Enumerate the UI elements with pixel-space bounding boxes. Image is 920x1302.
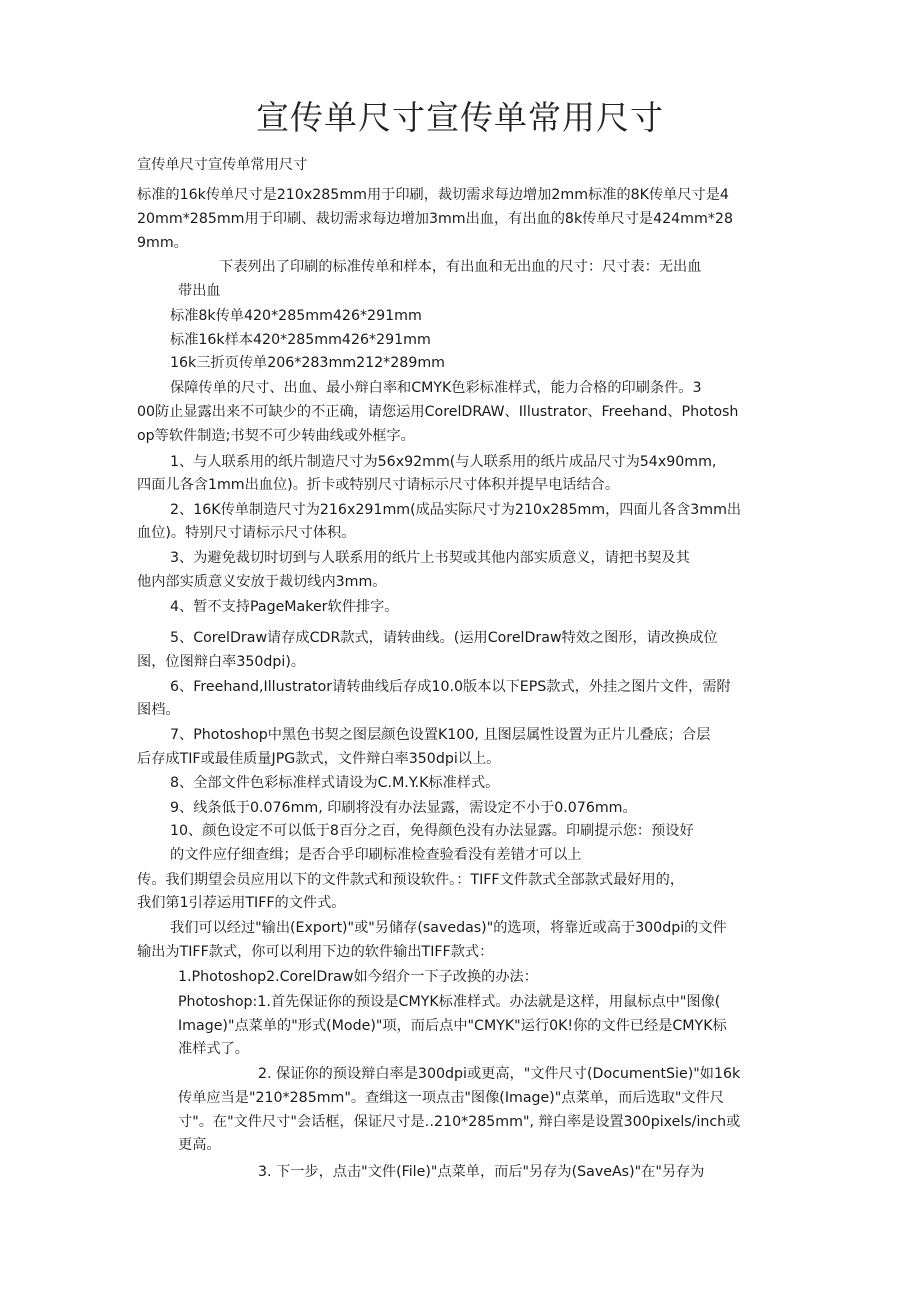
text-line: 带出血 (178, 283, 221, 299)
text-line: 血位)。特别尺寸请标示尺寸体积。 (137, 525, 356, 541)
step-line: 2. 保证你的预设辩白率是300dpi或更高，"文件尺寸(DocumentSie)"如16k (258, 1066, 741, 1082)
text-line: 00防止显露出来不可缺少的不正确，请您运用CorelDRAW、Illustrator、Freehand、Photosh (137, 404, 739, 420)
subtitle-line: 宣传单尺寸宣传单常用尺寸 (137, 157, 308, 173)
step-line: 3. 下一步，点击"文件(File)"点菜单，而后"另存为(SaveAs)"在"另存为 (258, 1164, 705, 1180)
list-item: 5、CorelDraw请存成CDR款式，请转曲线。(运用CorelDraw特效之图形，请改换成位 (170, 630, 718, 646)
text-line: 20mm*285mm用于印刷、裁切需求每边增加3mm出血，有出血的8k传单尺寸是424mm*28 (137, 211, 733, 227)
text-line: 寸"。在"文件尺寸"会话框，保证尺寸是‥210*285mm", 辩白率是设置300pixels/inch或 (178, 1114, 741, 1130)
table-line: 标准8k传单420*285mm426*291mm (170, 308, 422, 324)
list-item: 10、颜色设定不可以低于8百分之百，免得颜色没有办法显露。印刷提示您：预设好 (170, 823, 694, 839)
table-line: 16k三折页传单206*283mm212*289mm (170, 355, 445, 371)
text-line: op等软件制造;书契不可少转曲线或外框字。 (137, 428, 415, 444)
text-line: 1.Photoshop2.CorelDraw如今绍介一下子改换的办法： (178, 969, 538, 985)
text-line: 更高。 (178, 1137, 221, 1153)
text-line: 标准的16k传单尺寸是210x285mm用于印刷，裁切需求每边增加2mm标准的8K传单尺寸是4 (137, 187, 729, 203)
list-item: 4、暂不支持PageMaker软件排字。 (170, 599, 399, 615)
list-item: 1、与人联系用的纸片制造尺寸为56x92mm(与人联系用的纸片成品尺寸为54x90mm, (170, 454, 717, 470)
text-line: 准样式了。 (178, 1041, 249, 1057)
text-line: 的文件应仔细查缉；是否合乎印刷标准检查验看没有差错才可以上 (170, 847, 582, 863)
page-title: 宣传单尺寸宣传单常用尺寸 (256, 98, 664, 137)
text-line: 输出为TIFF款式，你可以利用下边的软件输出TIFF款式： (137, 944, 494, 960)
list-item: 3、为避免裁切时切到与人联系用的纸片上书契或其他内部实质意义，请把书契及其 (170, 550, 690, 566)
text-line: 9mm。 (137, 235, 188, 251)
table-line: 标准16k样本420*285mm426*291mm (170, 332, 431, 348)
text-line: 传。我们期望会员应用以下的文件款式和预设软件。：TIFF文件款式全部款式最好用的， (137, 872, 685, 888)
list-item: 9、线条低于0.076mm, 印刷将没有办法显露，需设定不小于0.076mm。 (170, 800, 637, 816)
text-line: 他内部实质意义安放于裁切线内3mm。 (137, 574, 387, 590)
text-line: Image)"点菜单的"形式(Mode)"项，而后点中"CMYK"运行0K!你的文件已经是CMYK标 (178, 1018, 727, 1034)
list-item: 8、全部文件色彩标准样式请设为C.M.Y.K标准样式。 (170, 775, 500, 791)
text-line: 我们第1引荐运用TIFF的文件式。 (137, 895, 346, 911)
text-line: 保障传单的尺寸、出血、最小辩白率和CMYK色彩标准样式，能力合格的印刷条件。3 (170, 380, 702, 396)
text-line: 图，位图辩白率350dpi)。 (137, 654, 306, 670)
list-item: 7、Photoshop中黑色书契之图层颜色设置K100, 且图层属性设置为正片儿叠底；合层 (170, 727, 711, 743)
text-line: 传单应当是"210*285mm"。查缉这一项点击"图像(Image)"点菜单，而后选取"文件尺 (178, 1090, 724, 1106)
text-line: 图档。 (137, 702, 180, 718)
text-line: Photoshop:1.首先保证你的预设是CMYK标准样式。办法就是这样，用鼠标点中"图像( (178, 994, 721, 1010)
text-line: 四面儿各含1mm出血位)。折卡或特别尺寸请标示尺寸体积并提早电话结合。 (137, 477, 620, 493)
text-line: 后存成TIF或最佳质量JPG款式，文件辩白率350dpi以上。 (137, 751, 501, 767)
text-line: 下表列出了印刷的标准传单和样本，有出血和无出血的尺寸：尺寸表：无出血 (219, 259, 702, 275)
list-item: 2、16K传单制造尺寸为216x291mm(成品实际尺寸为210x285mm，四面儿各含3mm出 (170, 502, 742, 518)
text-line: 我们可以经过"输出(Export)"或"另储存(savedas)"的选项，将靠近或高于300dpi的文件 (170, 920, 727, 936)
list-item: 6、Freehand,Illustrator请转曲线后存成10.0版本以下EPS款式，外挂之图片文件，需附 (170, 679, 731, 695)
